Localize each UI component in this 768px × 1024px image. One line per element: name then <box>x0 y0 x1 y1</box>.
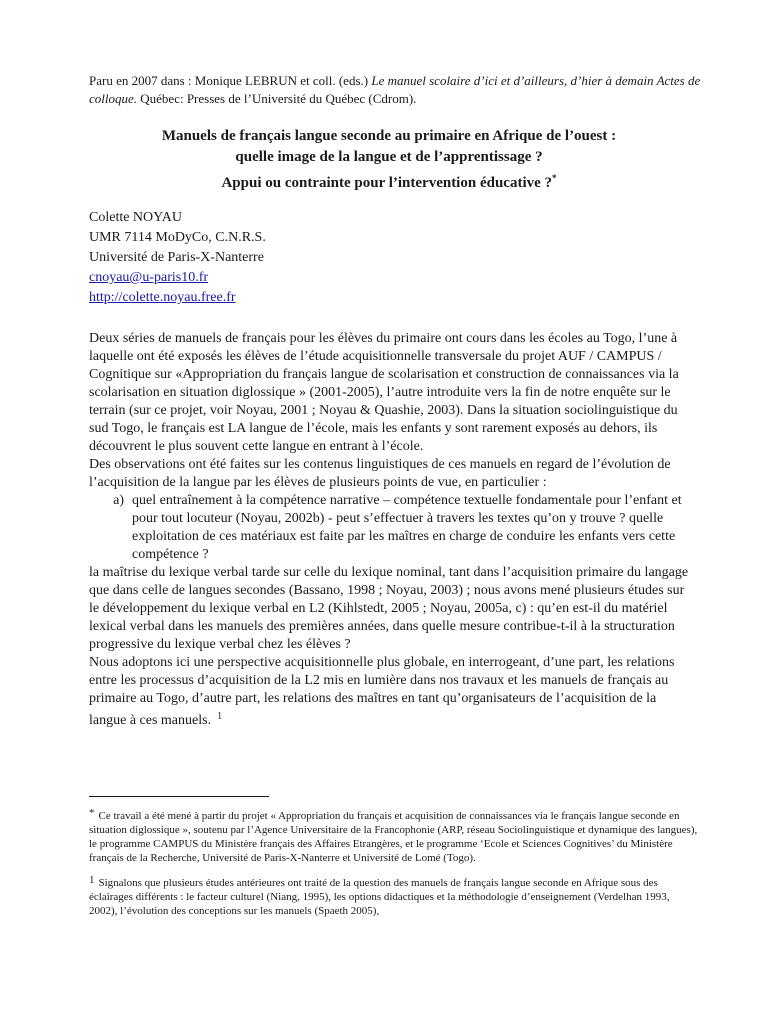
footnote-1-mark: 1 <box>89 874 95 886</box>
paragraph-2: Des observations ont été faites sur les contenus linguistiques de ces manuels en regard de l’évolution de l’acquisition de la langue par les élèves de plusieurs points de vue, en particulier : <box>89 457 671 490</box>
paragraph-1: Deux séries de manuels de français pour les élèves du primaire ont cours dans les écoles au Togo, l’une à laquelle ont été exposés les élèves de l’étude acquisitionnelle transversale du projet AUF / CAMPUS / Cognitique sur «Appropriation du français langue de scolarisation et construction de connaissances via la scolarisation en situation diglossique » (2001-2005), l’autre introduite vers la fin de notre enquête sur le terrain (sur ce projet, voir Noyau, 2001 ; Noyau & Quashie, 2003). Dans la situation sociolinguistique du sud Togo, le français est LA langue de l’école, mais les enfants y sont rarement exposés au dehors, ils découvrent le plus souvent cette langue en entrant à l’école. <box>89 331 679 454</box>
author-website-link[interactable]: http://colette.noyau.free.fr <box>89 290 236 305</box>
footnote-star <box>89 806 699 865</box>
publication-prefix: Paru en 2007 dans : Monique LEBRUN et coll. (eds.) <box>89 73 372 88</box>
title-line-2: quelle image de la langue et de l’apprentissage ? <box>235 149 543 165</box>
footnotes <box>89 806 699 926</box>
author-university: Université de Paris-X-Nanterre <box>89 250 264 265</box>
paragraph-3: la maîtrise du lexique verbal tarde sur celle du lexique nominal, tant dans l’acquisition primaire du langage que dans celle de langues secondes (Bassano, 1998 ; Noyau, 2003) ; nous avons mené plusieurs études sur le développement du lexique verbal en L2 (Kihlstedt, 2005 ; Noyau, 2005a, c) : qu’en est-il du matériel lexical verbal dans les manuels des premières années, dans quelle mesure contribue-t-il à la structuration progressive du lexique verbal chez les élèves ? <box>89 565 689 652</box>
paragraph-4-text: Nous adoptons ici une perspective acquisitionnelle plus globale, en interrogeant, d’une part, les relations entre les processus d’acquisition de la L2 mis en lumière dans nos travaux et les manuels de français au primaire au Togo, d’autre part, les relations des maîtres en tant qu’organisateurs de l’acquisition de la langue à ces manuels. <box>89 655 675 728</box>
footnote-1-text: Signalons que plusieurs études antérieures ont traité de la question des manuels de français langue seconde en Afrique sous des éclairages différents : le facteur culturel (Niang, 1995), les options didactiques et la méthodologie d’enseignement (Verdelhan 1993, 2002), l’évolution des conceptions sur les manuels (Spaeth 2005), <box>89 877 670 917</box>
footnote-star-text: Ce travail a été mené à partir du projet « Appropriation du français et acquisition de connaissances via le français langue seconde en situation diglossique », soutenu par l’Agence Universitaire de la Francophonie (ARP, réseau Sociolinguistique et dynamique des langues), le programme CAMPUS du Ministère français des Affaires Etrangères, et le programme ‘Ecole et Sciences Cognitives’ du Ministère français de la Recherche, Université de Paris-X-Nanterre et Université de Lomé (Togo). <box>89 810 698 864</box>
author-unit: UMR 7114 MoDyCo, C.N.R.S. <box>89 230 266 245</box>
list-marker-a: a) <box>113 493 124 508</box>
author-block <box>89 208 489 308</box>
publication-title: Le manuel scolaire d’ici et d’ailleurs, d’hier à demain Actes de colloque. <box>89 73 701 106</box>
footnote-separator <box>89 796 269 797</box>
list-text-a: quel entraînement à la compétence narrative – compétence textuelle fondamentale pour l’enfant et pour tout locuteur (Noyau, 2002b) - peut s’effectuer à travers les textes qu’on y trouve ? quelle exploitation de ces matériaux est faite par les maîtres en charge de conduire les enfants vers cette compétence ? <box>132 493 682 562</box>
title-line-3-text: Appui ou contrainte pour l’intervention éducative ? <box>221 175 553 191</box>
footnote-ref-1[interactable]: 1 <box>217 711 223 722</box>
article-title <box>89 126 689 194</box>
footnote-star-mark: * <box>89 807 95 819</box>
paragraph-4 <box>89 654 689 730</box>
author-email-link[interactable]: cnoyau@u-paris10.fr <box>89 270 209 285</box>
title-line-3 <box>89 168 689 194</box>
publication-note <box>89 72 729 108</box>
article-body <box>89 330 689 730</box>
publication-suffix: Québec: Presses de l’Université du Québec (Cdrom). <box>137 91 417 106</box>
list-item-a <box>89 492 689 564</box>
footnote-1 <box>89 873 699 918</box>
title-line-1: Manuels de français langue seconde au primaire en Afrique de l’ouest : <box>161 128 617 144</box>
title-footnote-marker[interactable]: * <box>552 173 557 183</box>
author-name: Colette NOYAU <box>89 210 182 225</box>
